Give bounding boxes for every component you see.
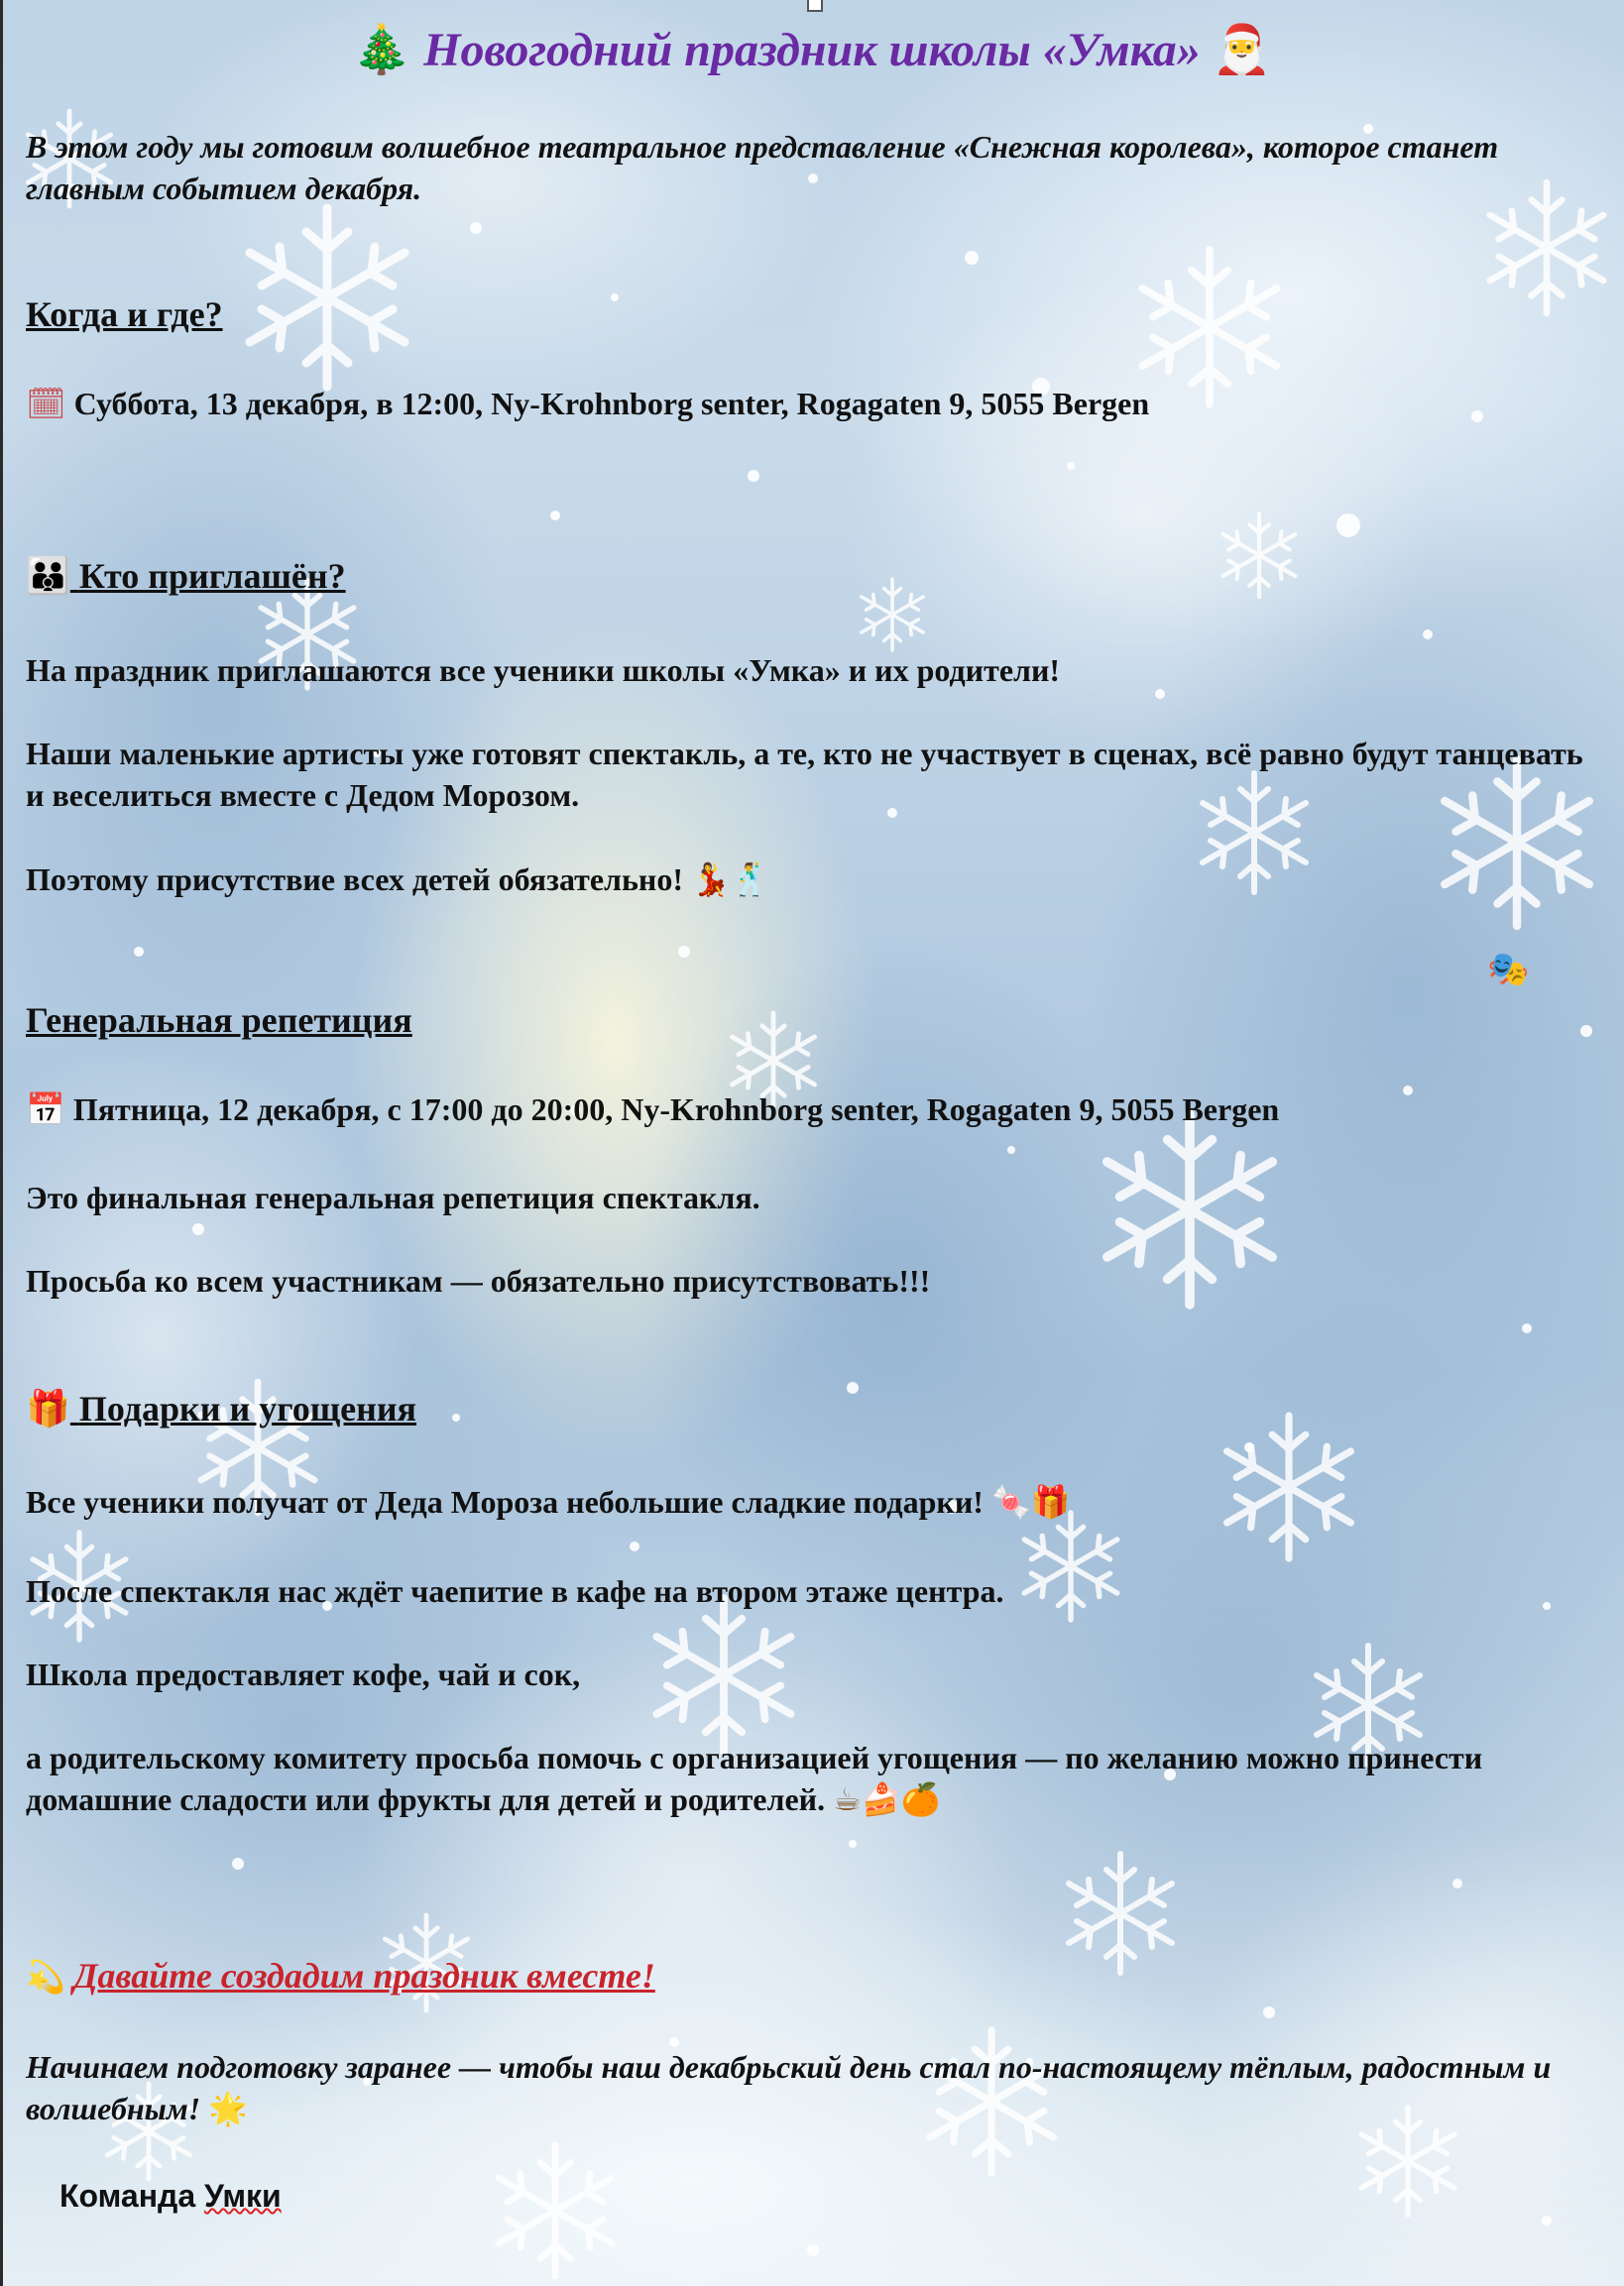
who-paragraph-3-text: Поэтому присутствие всех детей обязательно! <box>26 861 684 897</box>
heading-who-text: Кто приглашён? <box>78 556 346 596</box>
gifts-paragraph-3: Школа предоставляет кофе, чай и сок, <box>26 1657 581 1692</box>
signature <box>59 2175 282 2217</box>
gifts-paragraph-2: После спектакля нас ждёт чаепитие в кафе на втором этаже центра. <box>26 1573 1004 1609</box>
glowing-star-icon: 🌟 <box>208 2090 249 2127</box>
intro-paragraph: В этом году мы готовим волшебное театральное представление «Снежная королева», которое станет главным событием декабря. <box>26 129 1499 206</box>
heading-rehearsal: Генеральная репетиция <box>26 1000 412 1040</box>
dancer-icons: 💃🕺 <box>691 860 770 898</box>
event-date-line <box>26 383 1592 424</box>
theater-masks-icon: 🎭 <box>1487 950 1530 989</box>
page-title <box>0 20 1624 80</box>
heading-together-text: Давайте создадим праздник вместе! <box>72 1956 655 1996</box>
who-paragraph-1: На праздник приглашаются все ученики школы «Умка» и их родители! <box>26 652 1061 688</box>
page-top-marker <box>807 0 823 12</box>
coffee-cake-orange-icons: ☕🍰🍊 <box>833 1780 941 1818</box>
candy-gift-icons: 🍬🎁 <box>990 1483 1071 1521</box>
title-text: Новогодний праздник школы «Умка» <box>423 24 1201 76</box>
page-left-edge <box>0 0 3 2286</box>
signature-word-2: Умки <box>204 2178 282 2214</box>
heading-gifts <box>26 1388 1592 1430</box>
gift-icon: 🎁 <box>26 1389 70 1429</box>
together-paragraph-text: Начинаем подготовку заранее — чтобы наш декабрьский день стал по-настоящему тёплым, радостным и волшебным! <box>26 2049 1552 2126</box>
heading-who <box>26 555 1592 598</box>
calendar-icon: 📅 <box>26 1090 65 1128</box>
who-paragraph-3 <box>26 858 1592 900</box>
heading-together <box>26 1955 1592 1998</box>
dizzy-star-icon: 💫 <box>26 1958 65 1996</box>
heading-when: Когда и где? <box>26 294 223 334</box>
rehearsal-paragraph-1: Это финальная генеральная репетиция спектакля. <box>26 1180 760 1215</box>
people-icon: 👪 <box>26 556 70 597</box>
gifts-paragraph-4-text: а родительскому комитету просьба помочь с организацией угощения — по желанию можно принести домашние сладости или фрукты для детей и родителей. <box>26 1740 1483 1817</box>
who-paragraph-2: Наши маленькие артисты уже готовят спектакль, а те, кто не участвует в сценах, всё равно будут танцевать и веселиться вместе с Дедом Морозом. <box>26 736 1583 813</box>
gifts-paragraph-1 <box>26 1481 1592 1523</box>
christmas-tree-icon: 🎄 <box>352 22 412 77</box>
signature-word-1: Команда <box>59 2178 196 2214</box>
together-paragraph <box>26 2046 1592 2129</box>
gifts-paragraph-4 <box>26 1737 1592 1820</box>
rehearsal-paragraph-2: Просьба ко всем участникам — обязательно присутствовать!!! <box>26 1263 931 1299</box>
santa-icon: 🎅 <box>1212 22 1272 77</box>
heading-gifts-text: Подарки и угощения <box>78 1389 417 1429</box>
rehearsal-date-text: Пятница, 12 декабря, с 17:00 до 20:00, Ny-Krohnborg senter, Rogagaten 9, 5055 Bergen <box>72 1091 1280 1127</box>
gifts-paragraph-1-text: Все ученики получат от Деда Мороза небольшие сладкие подарки! <box>26 1484 984 1520</box>
event-date-text: Суббота, 13 декабря, в 12:00, Ny-Krohnborg senter, Rogagaten 9, 5055 Bergen <box>73 386 1150 421</box>
rehearsal-date-line <box>26 1088 1592 1130</box>
calendar-icon: 🗓 <box>26 385 66 422</box>
